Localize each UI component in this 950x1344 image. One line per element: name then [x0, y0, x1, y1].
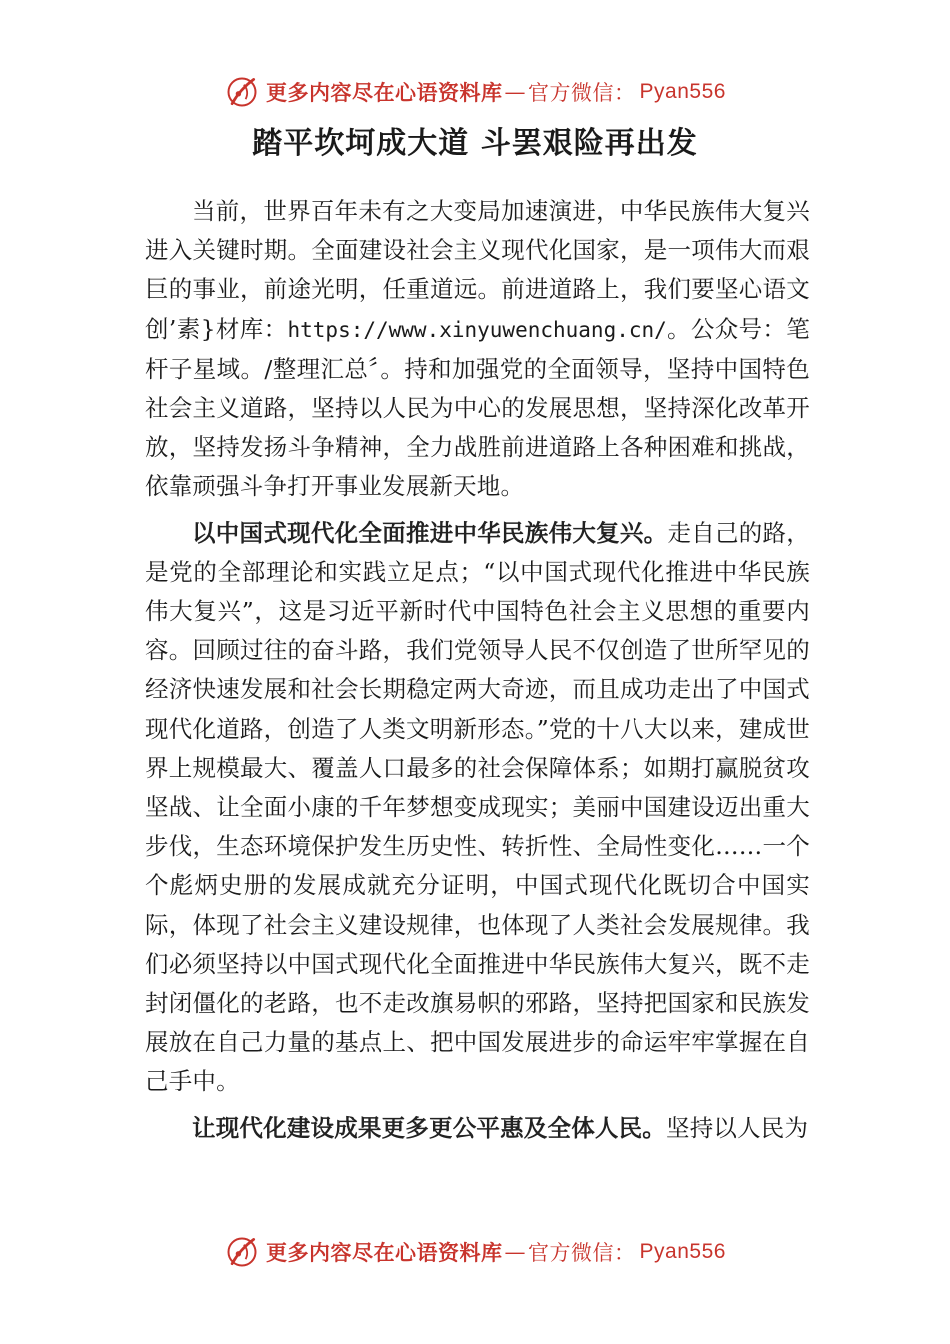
- article-body: [145, 192, 810, 1148]
- header-wechat-label: 官方微信：: [528, 81, 636, 105]
- header-wechat-id: Pyan556: [639, 80, 726, 103]
- paragraph-2-text: 走自己的路，是党的全部理论和实践立足点；“以中国式现代化推进中华民族伟大复兴”，这是习近平新时代中国特色社会主义思想的重要内容。回顾过往的奋斗路，我们党领导人民不仅创造了世所罕见的经济快速发展和社会长期稳定两大奇迹，而且成功走出了中国式现代化道路，创造了人类文明新形态。”党的十八大以来，建成世界上规模最大、覆盖人口最多的社会保障体系；如期打赢脱贫攻坚战、让全面小康的千年梦想变成现实；美丽中国建设迈出重大步伐，生态环境保护发生历史性、转折性、全局性变化……一个个彪炳史册的发展成就充分证明，中国式现代化既切合中国实际，体现了社会主义建设规律，也体现了人类社会发展规律。我们必须坚持以中国式现代化全面推进中华民族伟大复兴，既不走封闭僵化的老路，也不走改旗易帜的邪路，坚持把国家和民族发展放在自己力量的基点上、把中国发展进步的命运牢牢掌握在自己手中。: [145, 518, 810, 1096]
- paragraph-2: [145, 514, 810, 1102]
- footer-wechat-label: 官方微信：: [528, 1241, 636, 1265]
- brand-logo-icon: [224, 1234, 260, 1270]
- source-url: https://www.xinyuwenchuang.cn/: [287, 317, 667, 342]
- paragraph-1-text-after: 。公众号：笔杆子星域。/整理汇总〞。持和加强党的全面领导，坚持中国特色社会主义道路，坚持以人民为中心的发展思想，坚持深化改革开放，坚持发扬斗争精神，全力战胜前进道路上各种困难和挑战，依靠顽强斗争打开事业发展新天地。: [145, 314, 810, 501]
- header-brand-text: 更多内容尽在心语资料库: [266, 80, 503, 105]
- paragraph-1-text-before: 当前，世界百年未有之大变局加速演进，中华民族伟大复兴进入关键时期。全面建设社会主义现代化国家，是一项伟大而艰巨的事业，前途光明，任重道远。前进道路上，我们要坚心语文创’素}材库：: [145, 197, 810, 343]
- footer-brand-text: 更多内容尽在心语资料库: [266, 1240, 503, 1265]
- brand-logo-icon: [224, 74, 260, 110]
- footer-banner: [0, 1232, 950, 1272]
- header-banner: [0, 72, 950, 112]
- paragraph-3-text: 坚持以人民为: [666, 1113, 809, 1142]
- paragraph-3: [145, 1109, 810, 1148]
- footer-separator: —: [504, 1240, 527, 1264]
- footer-wechat-id: Pyan556: [639, 1240, 726, 1263]
- paragraph-2-lead: 以中国式现代化全面推进中华民族伟大复兴。: [192, 518, 668, 547]
- header-separator: —: [504, 80, 527, 104]
- article-title: 踏平坎坷成大道 斗罢艰险再出发: [252, 126, 698, 161]
- paragraph-1: [145, 192, 810, 507]
- paragraph-3-lead: 让现代化建设成果更多更公平惠及全体人民。: [192, 1113, 666, 1142]
